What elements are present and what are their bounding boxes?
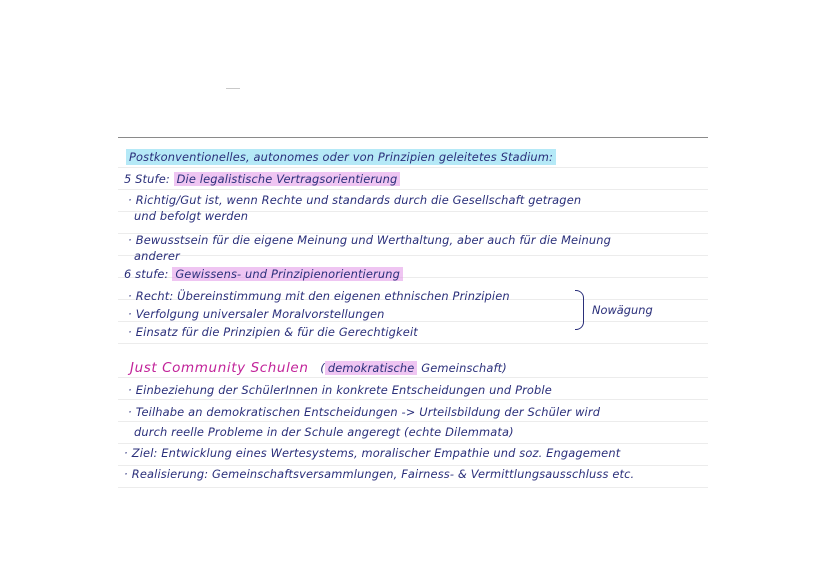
- stage6-title: Gewissens- und Prinzipienorientierung: [172, 267, 403, 281]
- stage5-point-text: Bewusstsein für die eigene Meinung und Werthaltung, aber auch für die Meinung: [135, 233, 612, 247]
- section-point-text: Ziel: Entwicklung eines Wertesystems, moralischer Empathie und soz. Engagement: [131, 446, 621, 460]
- stage6-point-text: Verfolgung universaler Moralvorstellungen: [135, 307, 385, 321]
- stage5-point-text: und befolgt werden: [134, 209, 249, 223]
- stage5-point-text: Richtig/Gut ist, wenn Rechte und standards durch die Gesellschaft getragen: [135, 193, 582, 207]
- heading: Postkonventionelles, autonomes oder von Prinzipien geleitetes Stadium:: [126, 149, 556, 165]
- bullet: ·: [128, 233, 132, 247]
- bullet: ·: [128, 325, 132, 339]
- stage6-point: [128, 324, 718, 340]
- stage5-point-text: anderer: [134, 249, 180, 263]
- bullet: ·: [124, 467, 128, 481]
- ruled-line: [118, 167, 708, 168]
- ruled-line: [118, 421, 708, 422]
- bullet: ·: [128, 289, 132, 303]
- stage5-point: [134, 208, 724, 224]
- section-title: Just Community Schulen: [130, 360, 309, 376]
- ruled-line: [118, 487, 708, 488]
- section-point: [134, 424, 724, 440]
- stage5-point: [128, 232, 718, 248]
- stage5-title: Die legalistische Vertragsorientierung: [174, 172, 401, 186]
- bullet: ·: [124, 446, 128, 460]
- section-point: [124, 466, 714, 482]
- bullet: ·: [128, 383, 132, 397]
- top-rule: [118, 137, 708, 138]
- ruled-line: [118, 343, 708, 344]
- stage6-point-text: Einsatz für die Prinzipien & für die Gerechtigkeit: [135, 325, 418, 339]
- stage6-point: [128, 288, 718, 304]
- stage5-point: [134, 248, 724, 264]
- stage6-point-text: Recht: Übereinstimmung mit den eigenen ethnischen Prinzipien: [135, 289, 510, 303]
- section-title-line: [130, 360, 720, 376]
- stage5-line: [124, 171, 714, 187]
- section-point-text: durch reelle Probleme in der Schule angeregt (echte Dilemmata): [134, 425, 514, 439]
- pen-mark: [226, 88, 240, 89]
- brace-label: Nowägung: [592, 303, 653, 317]
- section-point: [124, 445, 714, 461]
- section-point: [128, 404, 718, 420]
- section-subtitle-open: (: [320, 361, 325, 375]
- stage6-line: [124, 266, 714, 282]
- stage6-number: 6 stufe:: [124, 267, 169, 281]
- curly-brace: [575, 290, 584, 330]
- ruled-line: [118, 399, 708, 400]
- stage5-point: [128, 192, 718, 208]
- section-point-text: Realisierung: Gemeinschaftsversammlungen, Fairness- & Vermittlungsausschluss etc.: [131, 467, 635, 481]
- stage5-number: 5 Stufe:: [124, 172, 170, 186]
- bullet: ·: [128, 405, 132, 419]
- section-point: [128, 382, 718, 398]
- bullet: ·: [128, 193, 132, 207]
- ruled-line: [118, 377, 708, 378]
- bullet: ·: [128, 307, 132, 321]
- ruled-line: [118, 189, 708, 190]
- section-point-text: Teilhabe an demokratischen Entscheidungen -> Urteilsbildung der Schüler wird: [135, 405, 601, 419]
- heading-line: [126, 149, 716, 165]
- section-subtitle-rest: Gemeinschaft): [421, 361, 507, 375]
- ruled-line: [118, 443, 708, 444]
- section-subtitle-highlight: demokratische: [325, 361, 418, 375]
- section-point-text: Einbeziehung der SchülerInnen in konkrete Entscheidungen und Proble: [135, 383, 552, 397]
